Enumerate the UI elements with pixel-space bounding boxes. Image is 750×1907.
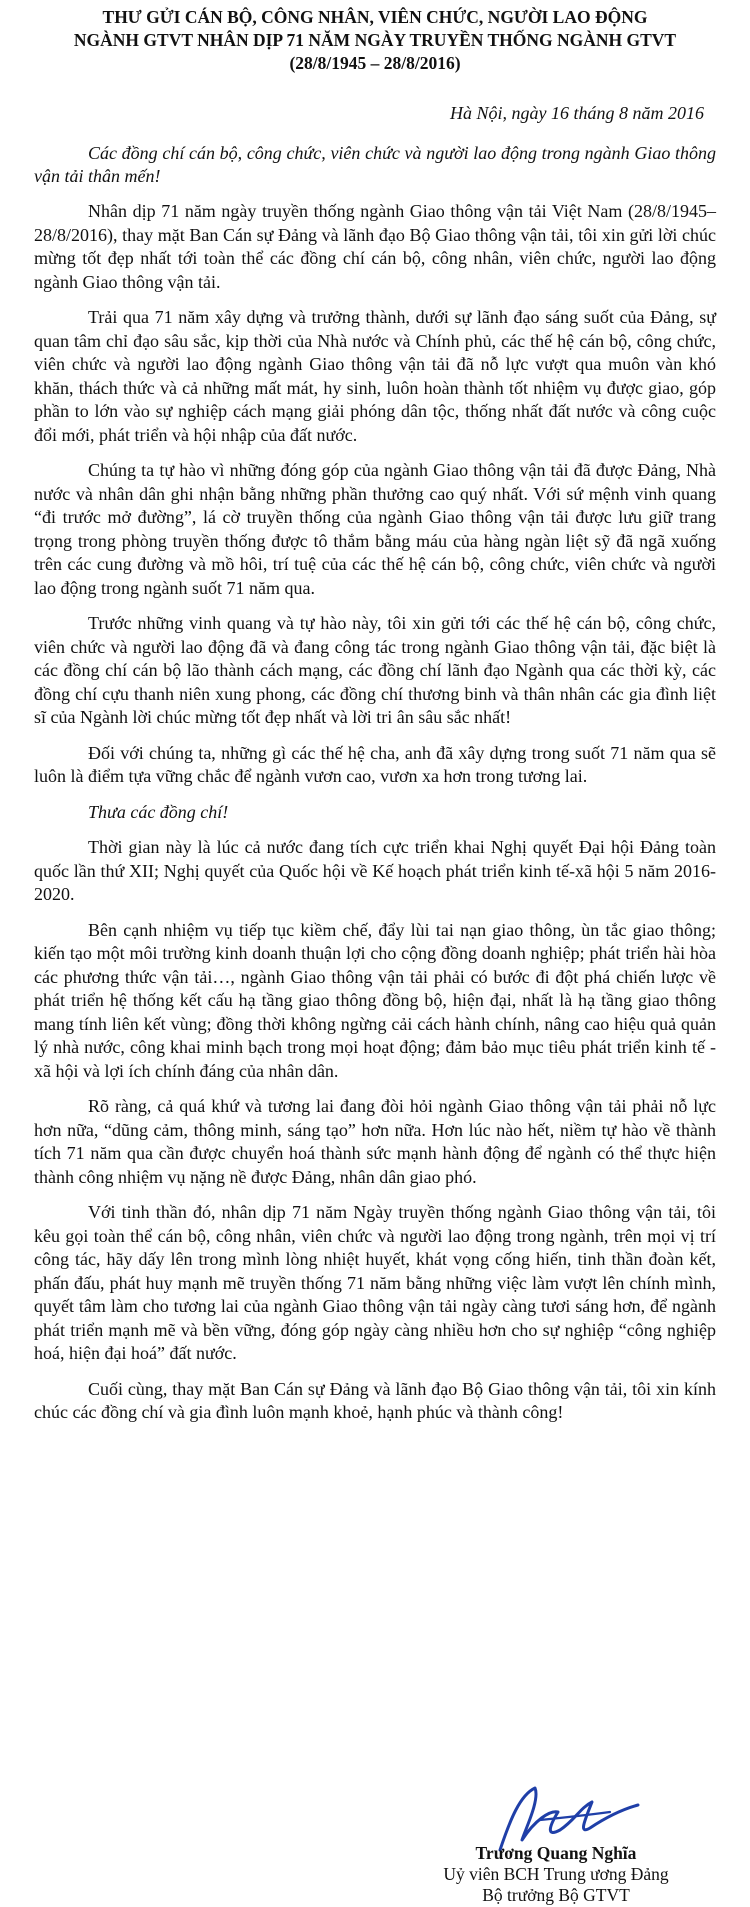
signer-role-2: Bộ trưởng Bộ GTVT <box>482 1885 630 1905</box>
title-line-3: (28/8/1945 – 28/8/2016) <box>289 53 461 73</box>
paragraph-3: Chúng ta tự hào vì những đóng góp của ngành Giao thông vận tải đã được Đảng, Nhà nước và nhân dân ghi nhận bằng những phần thưởng cao quý nhất. Với sứ mệnh vinh quang “đi trước mở đường”, lá cờ truyền thống của ngành Giao thông vận tải được lưu giữ trang trọng trong phòng truyền thống được tô thắm bằng máu của hàng ngàn liệt sỹ đã ngã xuống trên các cung đường và mồ hôi, trí tuệ của các thế hệ cán bộ, công chức, viên chức và người lao động trong ngành suốt 71 năm qua. <box>34 460 716 598</box>
paragraph-4: Trước những vinh quang và tự hào này, tôi xin gửi tới các thế hệ cán bộ, công chức, viên chức và người lao động đã và đang công tác trong ngành Giao thông vận tải, đặc biệt là các đồng chí cán bộ lão thành cách mạng, các đồng chí lãnh đạo Ngành qua các thời kỳ, các đồng chí cựu thanh niên xung phong, các đồng chí thương binh và thân nhân các gia đình liệt sĩ của Ngành lời chúc mừng tốt đẹp nhất và lời tri ân sâu sắc nhất! <box>34 613 716 727</box>
paragraph-9: Với tinh thần đó, nhân dịp 71 năm Ngày truyền thống ngành Giao thông vận tải, tôi kêu gọi toàn thể cán bộ, công nhân, viên chức và người lao động trong ngành, trên mọi vị trí công tác, hãy dấy lên trong mình lòng nhiệt huyết, khát vọng cống hiến, tinh thần đoàn kết, phấn đấu, phát huy mạnh mẽ truyền thống 71 năm bằng những việc làm vượt lên chính mình, quyết tâm làm cho tương lai của ngành Giao thông vận tải ngày càng tươi sáng hơn, để ngành phát triển mạnh mẽ và bền vững, đóng góp ngày càng nhiều hơn cho sự nghiệp “công nghiệp hoá, hiện đại hoá” đất nước. <box>34 1202 716 1363</box>
signer-name: Trương Quang Nghĩa <box>475 1843 637 1863</box>
paragraph-8: Rõ ràng, cả quá khứ và tương lai đang đòi hỏi ngành Giao thông vận tải phải nỗ lực hơn nữa, “dũng cảm, thông minh, sáng tạo” hơn nữa. Hơn lúc nào hết, niềm tự hào về thành tích 71 năm qua cần được chuyển hoá thành sức mạnh hành động để ngành có thể thực hiện thành công nhiệm vụ nặng nề được Đảng, nhân dân giao phó. <box>34 1096 716 1187</box>
paragraph-6: Thời gian này là lúc cả nước đang tích cực triển khai Nghị quyết Đại hội Đảng toàn quốc lần thứ XII; Nghị quyết của Quốc hội về Kế hoạch phát triển kinh tế-xã hội 5 năm 2016-2020. <box>34 837 716 904</box>
title-line-2: NGÀNH GTVT NHÂN DỊP 71 NĂM NGÀY TRUYỀN THỐNG NGÀNH GTVT <box>73 30 677 50</box>
letter-title <box>34 6 716 75</box>
signature-block <box>396 1843 716 1906</box>
paragraph-1: Nhân dịp 71 năm ngày truyền thống ngành Giao thông vận tải Việt Nam (28/8/1945–28/8/2016), thay mặt Ban Cán sự Đảng và lãnh đạo Bộ Giao thông vận tải, tôi xin gửi lời chúc mừng tốt đẹp nhất tới toàn thể các đồng chí cán bộ, công nhân, viên chức, người lao động ngành Giao thông vận tải. <box>34 201 716 292</box>
signer-role-1: Uỷ viên BCH Trung ương Đảng <box>443 1864 669 1884</box>
title-line-1: THƯ GỬI CÁN BỘ, CÔNG NHÂN, VIÊN CHỨC, NGƯỜI LAO ĐỘNG <box>102 7 648 27</box>
greeting: Các đồng chí cán bộ, công chức, viên chức và người lao động trong ngành Giao thông vận tải thân mến! <box>34 143 716 186</box>
letter-date: Hà Nội, ngày 16 tháng 8 năm 2016 <box>450 103 704 123</box>
paragraph-5: Đối với chúng ta, những gì các thế hệ cha, anh đã xây dựng trong suốt 71 năm qua sẽ luôn là điểm tựa vững chắc để ngành vươn cao, vươn xa hơn trong tương lai. <box>34 742 716 786</box>
paragraph-10: Cuối cùng, thay mặt Ban Cán sự Đảng và lãnh đạo Bộ Giao thông vận tải, tôi xin kính chúc các đồng chí và gia đình luôn mạnh khoẻ, hạnh phúc và thành công! <box>34 1378 716 1422</box>
address-line: Thưa các đồng chí! <box>88 801 229 822</box>
paragraph-7: Bên cạnh nhiệm vụ tiếp tục kiềm chế, đẩy lùi tai nạn giao thông, ùn tắc giao thông; kiến tạo một môi trường kinh doanh thuận lợi cho cộng đồng doanh nghiệp; phát triển hài hòa các phương thức vận tải…, ngành Giao thông vận tải phải có bước đi đột phá chiến lược về phát triển hệ thống kết cấu hạ tầng giao thông đồng bộ, hiện đại, nhất là hạ tầng giao thông mang tính liên kết vùng; đồng thời không ngừng cải cách hành chính, nâng cao hiệu quả quản lý nhà nước, công khai minh bạch trong mọi hoạt động; đảm bảo mục tiêu phát triển kinh tế - xã hội và lợi ích chính đáng của nhân dân. <box>34 919 716 1081</box>
paragraph-2: Trải qua 71 năm xây dựng và trưởng thành, dưới sự lãnh đạo sáng suốt của Đảng, sự quan tâm chỉ đạo sâu sắc, kịp thời của Nhà nước và Chính phủ, các thế hệ cán bộ, công chức, viên chức và người lao động ngành Giao thông vận tải đã nỗ lực vượt qua muôn vàn khó khăn, thách thức và cả những mất mát, hy sinh, luôn hoàn thành tốt nhiệm vụ được giao, góp phần to lớn vào sự nghiệp cách mạng giải phóng dân tộc, thống nhất đất nước và công cuộc đổi mới, phát triển và hội nhập của đất nước. <box>34 307 716 445</box>
